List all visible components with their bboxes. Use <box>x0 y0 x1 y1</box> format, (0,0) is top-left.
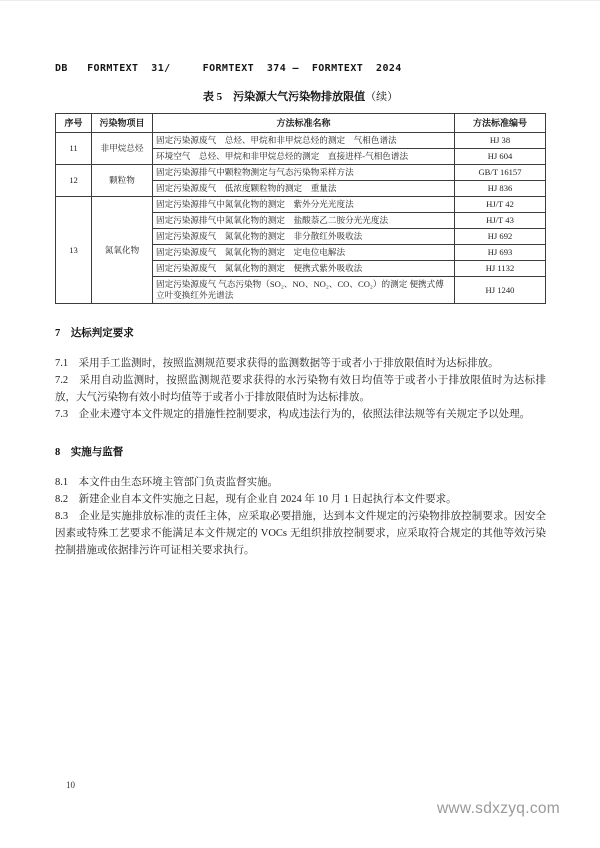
paragraph: 7.1 采用手工监测时，按照监测规范要求获得的监测数据等于或者小于排放限值时为达标排放。 <box>55 358 499 369</box>
cell-seq-no: 13 <box>56 197 92 304</box>
cell-seq-no: 11 <box>56 133 92 165</box>
paragraph: 8.1 本文件由生态环境主管部门负责监督实施。 <box>55 477 279 488</box>
cell-method-name: 固定污染源废气 氮氧化物的测定 定电位电解法 <box>153 245 455 261</box>
table-row <box>56 133 546 149</box>
table-title <box>55 88 546 104</box>
cell-seq-no: 12 <box>56 165 92 197</box>
cell-method-code: HJ/T 43 <box>455 213 546 229</box>
cell-method-code: HJ 836 <box>455 181 546 197</box>
column-header-code: 方法标准编号 <box>455 114 546 133</box>
column-header-pollutant: 污染物项目 <box>92 114 153 133</box>
emission-limits-table <box>55 113 546 304</box>
cell-method-code: HJ 1132 <box>455 261 546 277</box>
section-heading: 7 达标判定要求 <box>55 328 134 339</box>
cell-pollutant: 氮氧化物 <box>92 197 153 304</box>
cell-pollutant: 非甲烷总烃 <box>92 133 153 165</box>
paragraph: 7.2 采用自动监测时，按照监测规范要求获得的水污染物有效日均值等于或者小于排放限值时为达标排放，大气污染物有效小时均值等于或者小于排放限值时为达标排放。 <box>55 375 546 403</box>
paragraph: 8.2 新建企业自本文件实施之日起，现有企业自 2024 年 10 月 1 日起执行本文件要求。 <box>55 494 457 505</box>
cell-method-code: HJ/T 42 <box>455 197 546 213</box>
cell-method-code: HJ 604 <box>455 149 546 165</box>
cell-method-name: 固定污染源排气中氮氧化物的测定 紫外分光光度法 <box>153 197 455 213</box>
table-title-main: 表 5 污染源大气污染物排放限值 <box>202 91 366 103</box>
page-number: 10 <box>66 780 75 790</box>
cell-method-code: HJ 693 <box>455 245 546 261</box>
cell-pollutant: 颗粒物 <box>92 165 153 197</box>
cell-method-name: 固定污染源废气 总烃、甲烷和非甲烷总烃的测定 气相色谱法 <box>153 133 455 149</box>
watermark: www.sdxzyq.com <box>436 800 560 817</box>
cell-method-name: 固定污染源排气中氮氧化物的测定 盐酸萘乙二胺分光光度法 <box>153 213 455 229</box>
table-title-suffix: （续） <box>365 91 399 103</box>
cell-method-code: HJ 1240 <box>455 277 546 304</box>
cell-method-code: HJ 692 <box>455 229 546 245</box>
column-header-seq: 序号 <box>56 114 92 133</box>
table-header-row <box>56 114 546 133</box>
cell-method-name: 固定污染源废气 气态污染物（SO₂、NO、NO₂、CO、CO₂）的测定 便携式傅立叶变换红外光谱法 <box>153 277 455 304</box>
cell-method-name: 固定污染源废气 氮氧化物的测定 便携式紫外吸收法 <box>153 261 455 277</box>
cell-method-code: HJ 38 <box>455 133 546 149</box>
column-header-method: 方法标准名称 <box>153 114 455 133</box>
table-row <box>56 165 546 181</box>
cell-method-name: 固定污染源废气 氮氧化物的测定 非分散红外吸收法 <box>153 229 455 245</box>
table-row <box>56 197 546 213</box>
cell-method-code: GB/T 16157 <box>455 165 546 181</box>
paragraph: 8.3 企业是实施排放标准的责任主体，应采取必要措施，达到本文件规定的污染物排放控制要求。因安全因素或特殊工艺要求不能满足本文件规定的 VOCs 无组织排放控制要求，应采取符合规定的其他等效污染控制措施或依据排污许可证相关要求执行。 <box>55 511 546 556</box>
cell-method-name: 固定污染源排气中颗粒物测定与气态污染物采样方法 <box>153 165 455 181</box>
table-body <box>56 133 546 304</box>
paragraph: 7.3 企业未遵守本文件规定的措施性控制要求，构成违法行为的，依照法律法规等有关规定予以处理。 <box>55 409 531 420</box>
standard-number-header: DB FORMTEXT 31/ FORMTEXT 374 — FORMTEXT 2024 <box>55 63 402 74</box>
sections-container <box>55 325 546 559</box>
document-page <box>0 1 600 559</box>
cell-method-name: 环境空气 总烃、甲烷和非甲烷总烃的测定 直接进样-气相色谱法 <box>153 149 455 165</box>
cell-method-name: 固定污染源废气 低浓度颗粒物的测定 重量法 <box>153 181 455 197</box>
section-heading: 8 实施与监督 <box>55 447 124 458</box>
